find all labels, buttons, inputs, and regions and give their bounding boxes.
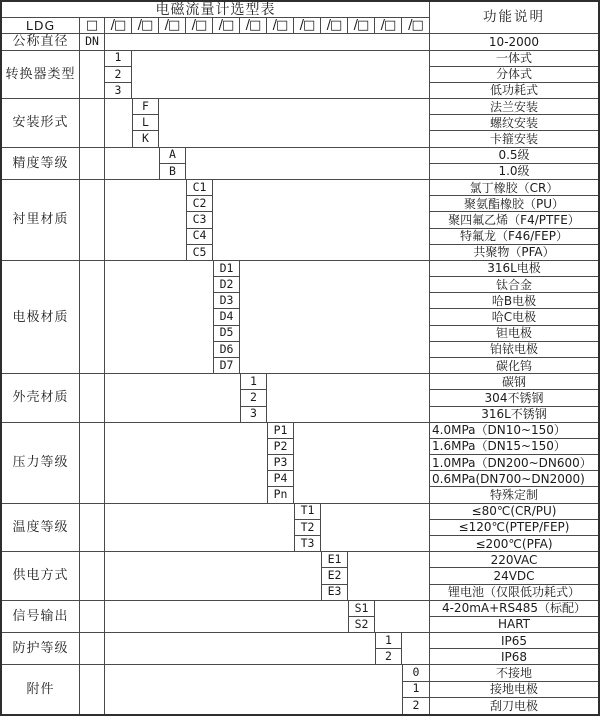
table-title: 电磁流量计选型表 — [2, 2, 429, 18]
model-box-cell: □ — [80, 18, 105, 34]
section-label: 外壳材质 — [2, 374, 80, 423]
function-cell: IP68 — [429, 649, 598, 665]
function-cell: 1.0级 — [429, 164, 598, 180]
code-cell: 1 — [402, 682, 429, 698]
function-cell: 0.6MPa(DN700~DN2000) — [429, 471, 598, 487]
section-label: 压力等级 — [2, 423, 80, 504]
model-slot-cell: /□ — [375, 18, 402, 34]
model-slot-cell: /□ — [402, 18, 429, 34]
function-column-header: 功能说明 — [429, 2, 598, 34]
function-cell: 低功耗式 — [429, 83, 598, 99]
code-cell: 0 — [402, 665, 429, 681]
section-left-filler — [105, 374, 240, 423]
code-cell: 1 — [375, 633, 402, 649]
function-cell: ≤80℃(CR/PU) — [429, 504, 598, 520]
function-cell: 4-20mA+RS485（标配） — [429, 601, 598, 617]
code-cell: P4 — [267, 471, 294, 487]
section-right-filler — [321, 504, 429, 553]
function-cell: IP65 — [429, 633, 598, 649]
model-slot-cell: /□ — [321, 18, 348, 34]
code-cell: E1 — [321, 552, 348, 568]
section-box-column-cell — [80, 423, 105, 504]
function-cell: ≤200℃(PFA) — [429, 536, 598, 552]
section-label: 精度等级 — [2, 148, 80, 180]
function-cell: 锂电池（仅限低功耗式） — [429, 585, 598, 601]
section-left-filler — [105, 601, 348, 633]
code-cell: F — [132, 99, 159, 115]
code-cell: T2 — [294, 520, 321, 536]
section-box-column-cell — [80, 601, 105, 633]
code-cell: 2 — [402, 698, 429, 714]
code-cell: 2 — [240, 390, 267, 406]
code-cell: P2 — [267, 439, 294, 455]
section-box-column-cell — [80, 665, 105, 714]
function-cell: 螺纹安装 — [429, 115, 598, 131]
function-cell: 一体式 — [429, 51, 598, 67]
section-left-filler — [105, 261, 213, 374]
function-cell: 0.5级 — [429, 148, 598, 164]
code-cell: D4 — [213, 309, 240, 325]
code-cell: K — [132, 131, 159, 147]
function-cell: 304不锈钢 — [429, 390, 598, 406]
code-cell: D5 — [213, 326, 240, 342]
code-cell: T3 — [294, 536, 321, 552]
function-cell: 特氟龙（F46/FEP） — [429, 229, 598, 245]
function-cell: 220VAC — [429, 552, 598, 568]
model-slot-cell: /□ — [132, 18, 159, 34]
section-right-filler — [213, 180, 429, 261]
function-cell: 1.0MPa（DN200~DN600） — [429, 455, 598, 471]
model-slot-cell: /□ — [240, 18, 267, 34]
section-left-filler — [105, 633, 375, 665]
function-cell: 1.6MPa（DN15~150） — [429, 439, 598, 455]
code-cell: 2 — [375, 649, 402, 665]
code-cell: 3 — [105, 83, 132, 99]
code-cell: C1 — [186, 180, 213, 196]
model-slot-cell: /□ — [267, 18, 294, 34]
function-cell: 氯丁橡胶（CR） — [429, 180, 598, 196]
section-label: 防护等级 — [2, 633, 80, 665]
code-cell: P1 — [267, 423, 294, 439]
model-slot-cell: /□ — [186, 18, 213, 34]
model-slot-cell: /□ — [213, 18, 240, 34]
function-cell: 10-2000 — [429, 34, 598, 50]
function-cell: 316L电极 — [429, 261, 598, 277]
model-slot-cell: /□ — [348, 18, 375, 34]
section-right-filler — [159, 99, 429, 148]
function-cell: ≤120℃(PTEP/FEP) — [429, 520, 598, 536]
section-box-column-cell — [80, 633, 105, 665]
section-right-filler — [294, 423, 429, 504]
section-right-filler — [375, 601, 429, 633]
model-slot-cell: /□ — [105, 18, 132, 34]
function-cell: 24VDC — [429, 568, 598, 584]
section-left-filler — [105, 180, 186, 261]
function-cell: 接地电极 — [429, 682, 598, 698]
function-cell: 哈B电极 — [429, 293, 598, 309]
function-cell: 316L不锈钢 — [429, 407, 598, 423]
code-cell: E2 — [321, 568, 348, 584]
code-cell: A — [159, 148, 186, 164]
section-right-filler — [186, 148, 429, 180]
code-cell: D6 — [213, 342, 240, 358]
code-cell: T1 — [294, 504, 321, 520]
function-cell: 碳化钨 — [429, 358, 598, 374]
section-label: 信号输出 — [2, 601, 80, 633]
code-cell: 1 — [105, 51, 132, 67]
code-cell: D1 — [213, 261, 240, 277]
section-left-filler — [105, 148, 159, 180]
section-label: 电极材质 — [2, 261, 80, 374]
section-box-column-cell: DN — [80, 34, 105, 50]
section-left-filler — [105, 552, 321, 601]
code-cell: C3 — [186, 212, 213, 228]
function-cell: 钽电极 — [429, 326, 598, 342]
section-box-column-cell — [80, 374, 105, 423]
function-cell: 钛合金 — [429, 277, 598, 293]
section-box-column-cell — [80, 261, 105, 374]
code-cell: B — [159, 164, 186, 180]
section-right-filler — [267, 374, 429, 423]
function-cell: 法兰安装 — [429, 99, 598, 115]
code-cell: S2 — [348, 617, 375, 633]
section-box-column-cell — [80, 51, 105, 100]
code-cell: L — [132, 115, 159, 131]
code-cell: C5 — [186, 245, 213, 261]
function-cell: 铂铱电极 — [429, 342, 598, 358]
function-cell: 聚氨酯橡胶（PU） — [429, 196, 598, 212]
section-right-filler — [132, 51, 429, 100]
section-label: 附件 — [2, 665, 80, 714]
section-filler — [105, 34, 429, 50]
code-cell: 2 — [105, 67, 132, 83]
code-cell: E3 — [321, 585, 348, 601]
section-box-column-cell — [80, 148, 105, 180]
code-cell: C2 — [186, 196, 213, 212]
function-cell: 卡箍安装 — [429, 131, 598, 147]
code-cell: P3 — [267, 455, 294, 471]
model-slot-cell: /□ — [159, 18, 186, 34]
section-box-column-cell — [80, 504, 105, 553]
section-label: 衬里材质 — [2, 180, 80, 261]
section-left-filler — [105, 423, 267, 504]
function-cell: 聚四氟乙烯（F4/PTFE） — [429, 212, 598, 228]
section-label: 转换器类型 — [2, 51, 80, 100]
section-box-column-cell — [80, 99, 105, 148]
section-label: 安装形式 — [2, 99, 80, 148]
function-cell: 哈C电极 — [429, 309, 598, 325]
model-prefix: LDG — [2, 18, 80, 34]
section-label: 公称直径 — [2, 34, 80, 50]
code-cell: 3 — [240, 407, 267, 423]
function-cell: 4.0MPa（DN10~150） — [429, 423, 598, 439]
section-left-filler — [105, 504, 294, 553]
section-right-filler — [402, 633, 429, 665]
code-cell: Pn — [267, 487, 294, 503]
function-cell: 分体式 — [429, 67, 598, 83]
code-cell: D7 — [213, 358, 240, 374]
function-cell: 特殊定制 — [429, 487, 598, 503]
function-cell: 共聚物（PFA） — [429, 245, 598, 261]
model-slot-cell: /□ — [294, 18, 321, 34]
section-left-filler — [105, 99, 132, 148]
code-cell: S1 — [348, 601, 375, 617]
table-grid — [2, 2, 598, 714]
function-cell: 刮刀电极 — [429, 698, 598, 714]
function-cell: 碳钢 — [429, 374, 598, 390]
function-cell: 不接地 — [429, 665, 598, 681]
section-label: 供电方式 — [2, 552, 80, 601]
function-cell: HART — [429, 617, 598, 633]
code-cell: D2 — [213, 277, 240, 293]
code-cell: D3 — [213, 293, 240, 309]
code-cell: 1 — [240, 374, 267, 390]
section-box-column-cell — [80, 552, 105, 601]
section-right-filler — [348, 552, 429, 601]
section-right-filler — [240, 261, 429, 374]
section-box-column-cell — [80, 180, 105, 261]
section-left-filler — [105, 665, 402, 714]
code-cell: C4 — [186, 229, 213, 245]
section-label: 温度等级 — [2, 504, 80, 553]
